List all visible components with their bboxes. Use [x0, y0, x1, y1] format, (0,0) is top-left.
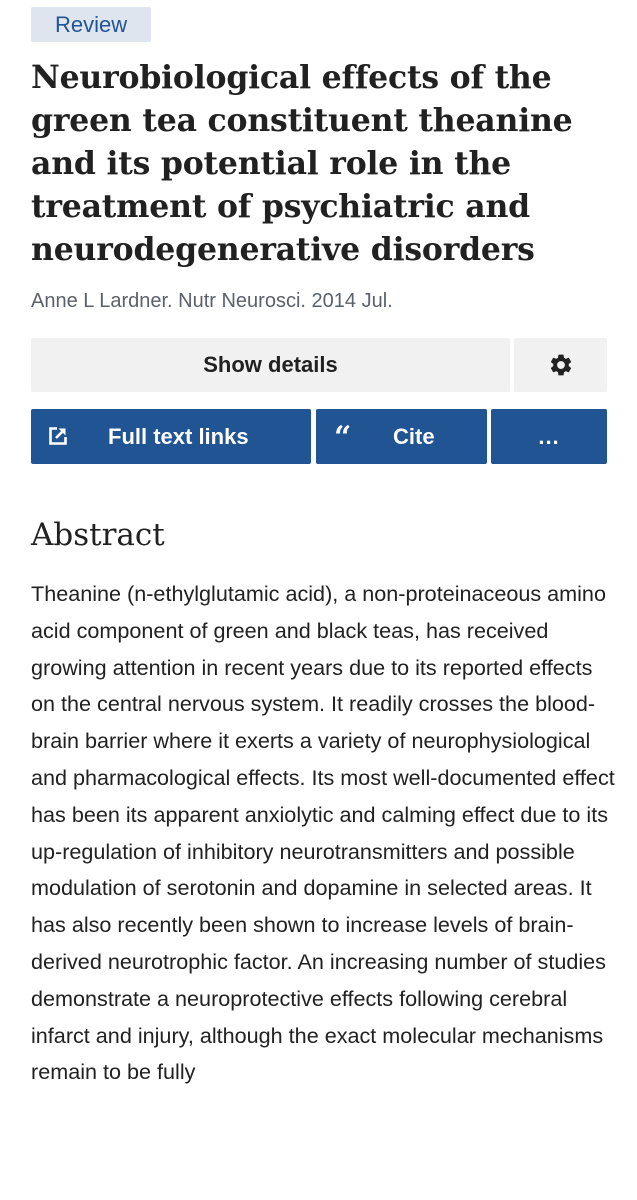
- actions-row: [31, 409, 607, 464]
- abstract-text: Theanine (n-ethylglutamic acid), a non-proteinaceous amino acid component of green and black teas, has received growing attention in recent years due to its reported effects on the central nervous system. It readily crosses the blood-brain barrier where it exerts a variety of neurophysiological and pharmacological effects. Its most well-documented effect has been its apparent anxiolytic and calming effect due to its up-regulation of inhibitory neurotransmitters and possible modulation of serotonin and dopamine in selected areas. It has also recently been shown to increase levels of brain-derived neurotrophic factor. An increasing number of studies demonstrate a neuroprotective effects following cerebral infarct and injury, although the exact molecular mechanisms remain to be fully: [31, 581, 615, 1085]
- show-details-button[interactable]: Show details: [31, 338, 510, 392]
- quote-icon: “: [334, 420, 352, 455]
- abstract-heading: Abstract: [31, 517, 165, 553]
- external-link-icon: [48, 426, 68, 446]
- display-settings-button[interactable]: [514, 338, 607, 392]
- details-row: [31, 338, 607, 392]
- full-text-links-button[interactable]: [31, 409, 311, 464]
- article-title: Neurobiological effects of the green tea constituent theanine and its potential role in the treatment of psychiatric and neurodegenerative disorders: [31, 59, 573, 268]
- more-actions-label: ...: [538, 424, 560, 449]
- gear-icon: [548, 352, 574, 378]
- cite-button[interactable]: [316, 409, 487, 464]
- cite-label: Cite: [393, 424, 435, 449]
- full-text-links-label: Full text links: [108, 424, 249, 449]
- more-actions-button[interactable]: [491, 409, 607, 464]
- article-type-badge: Review: [31, 7, 151, 42]
- article-citation[interactable]: Anne L Lardner. Nutr Neurosci. 2014 Jul.: [31, 290, 393, 312]
